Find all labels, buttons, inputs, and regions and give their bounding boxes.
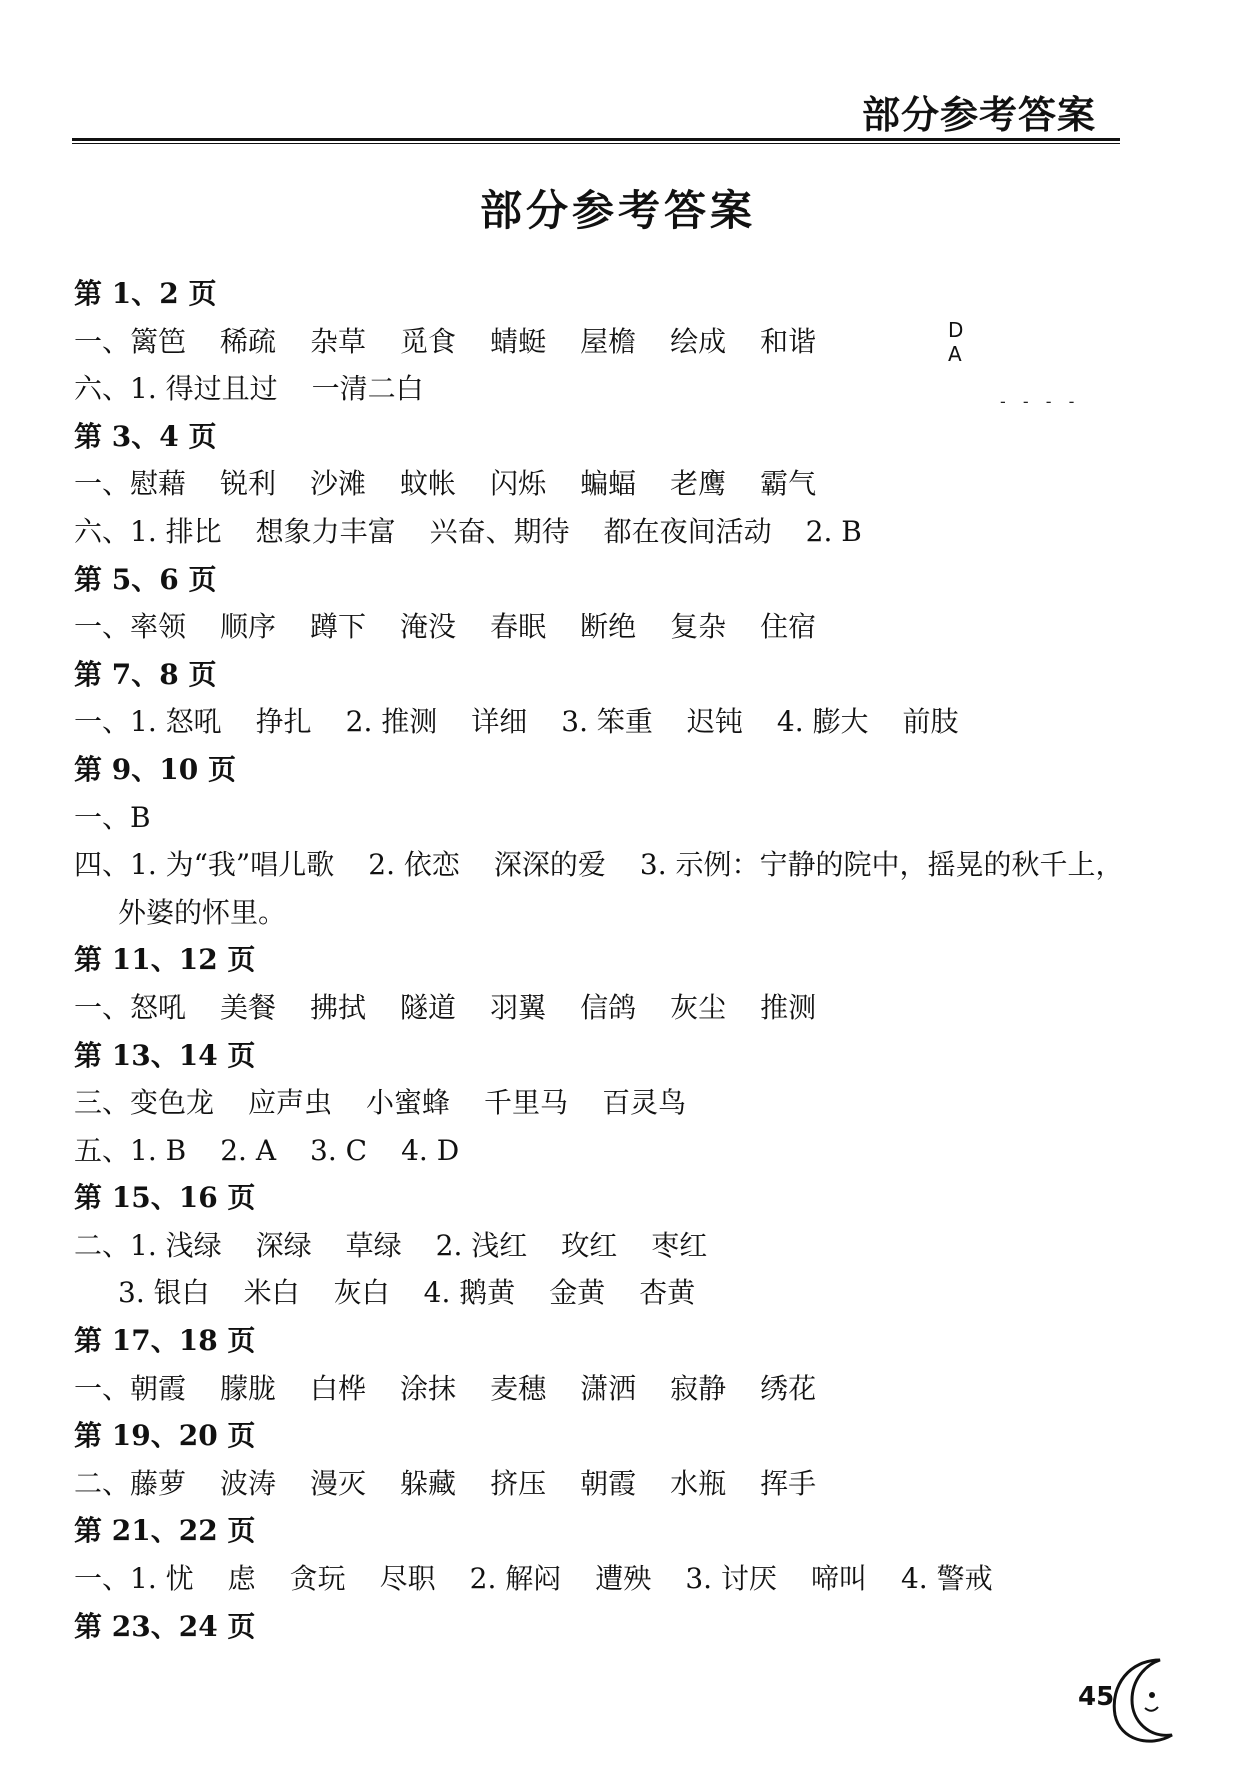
answer-item: 应声虫 (248, 1086, 333, 1120)
page-range-heading: 第 17、18 页 (74, 1324, 256, 1358)
margin-note-line-2: A (948, 342, 962, 366)
answer-item: 一清二白 (311, 372, 424, 406)
answer-item: 一、率领 (74, 610, 187, 644)
answer-item: 贪玩 (289, 1562, 346, 1596)
answer-item: 一、朝霞 (74, 1371, 187, 1405)
answer-item: 和谐 (760, 324, 817, 358)
answer-item: 草绿 (345, 1228, 402, 1262)
answer-line (74, 1365, 1154, 1413)
answer-item: 绘成 (670, 324, 727, 358)
margin-dashes: - - - - (1000, 392, 1081, 411)
answer-item: 五、1. B (74, 1133, 187, 1167)
answer-item: 霸气 (760, 467, 817, 501)
answer-item: 杏黄 (639, 1276, 696, 1310)
answer-item: 拂拭 (310, 990, 367, 1024)
page-range-heading: 第 21、22 页 (74, 1514, 256, 1548)
answer-line (74, 365, 1154, 413)
answer-item: 一、1. 忧 (74, 1562, 194, 1596)
answer-item: 枣红 (651, 1228, 708, 1262)
answer-item: 美餐 (220, 990, 277, 1024)
answer-item: 想象力丰富 (255, 514, 396, 548)
answer-item: 春眠 (490, 610, 547, 644)
answer-item: 4. 鹅黄 (423, 1276, 516, 1310)
answer-item: 波涛 (220, 1466, 277, 1500)
answer-item: 复杂 (670, 610, 727, 644)
answer-line (74, 794, 1154, 842)
answer-item: 详细 (471, 705, 528, 739)
answer-item: 一、篱笆 (74, 324, 187, 358)
answer-item: 一、怒吼 (74, 990, 187, 1024)
answer-item: 4. 膨大 (776, 705, 869, 739)
answer-item: 尽职 (379, 1562, 436, 1596)
header-rule-thin (72, 143, 1120, 144)
answer-item: 玫红 (561, 1228, 618, 1262)
answer-item: 百灵鸟 (602, 1086, 687, 1120)
answer-item: 躲藏 (400, 1466, 457, 1500)
answer-item: 二、藤萝 (74, 1466, 187, 1500)
answer-item: 金黄 (549, 1276, 606, 1310)
answer-line (74, 508, 1154, 556)
answer-item: 四、1. 为“我”唱儿歌 (74, 848, 335, 882)
answer-item: 2. 推测 (345, 705, 438, 739)
margin-note-line-1: D (948, 318, 964, 342)
answer-item: 3. 讨厌 (685, 1562, 777, 1596)
answer-line (74, 1460, 1154, 1508)
answer-item: 水瓶 (670, 1466, 727, 1500)
answer-line (74, 460, 1154, 508)
answer-item: 隧道 (400, 990, 457, 1024)
answer-item: 4. D (401, 1133, 460, 1167)
answer-item: 推测 (760, 990, 817, 1024)
header-title: 部分参考答案 (861, 93, 1096, 137)
answer-item: 灰白 (333, 1276, 390, 1310)
answer-item: 白桦 (310, 1371, 367, 1405)
header-rule (72, 138, 1120, 141)
answer-item: 蝙蝠 (580, 467, 637, 501)
answer-item: 寂静 (670, 1371, 727, 1405)
answer-item: 二、1. 浅绿 (74, 1228, 222, 1262)
answer-item: 2. 浅红 (435, 1228, 528, 1262)
page-range-heading: 第 9、10 页 (74, 752, 236, 786)
answer-item: 潇洒 (580, 1371, 637, 1405)
answer-item: 一、B (74, 800, 151, 834)
answer-line (74, 889, 1154, 937)
answer-line (74, 1222, 1154, 1270)
answer-item: 挣扎 (255, 705, 312, 739)
answer-item: 三、变色龙 (74, 1086, 215, 1120)
answer-line (74, 1079, 1154, 1127)
page-range-heading: 第 1、2 页 (74, 277, 217, 310)
answer-item: 沙滩 (310, 467, 367, 501)
page-range-heading: 第 11、12 页 (74, 943, 256, 977)
answer-item: 闪烁 (490, 467, 547, 501)
answer-item: 朝霞 (580, 1466, 637, 1500)
page-range-heading: 第 15、16 页 (74, 1181, 256, 1215)
page-range-heading: 第 5、6 页 (74, 562, 217, 596)
page-number: 45 (1078, 1682, 1115, 1712)
answer-item: 杂草 (310, 324, 367, 358)
answer-item: 2. A (220, 1133, 277, 1167)
answer-item: 深绿 (255, 1228, 312, 1262)
answer-item: 兴奋、期待 (429, 514, 570, 548)
answer-item: 一、1. 怒吼 (74, 705, 222, 739)
answer-item: 啼叫 (810, 1562, 867, 1596)
answer-item: 屋檐 (580, 324, 637, 358)
answer-item: 六、1. 排比 (74, 514, 222, 548)
answer-item: 2. 解闷 (469, 1562, 562, 1596)
answer-item: 顺序 (220, 610, 277, 644)
answer-item: 3. 笨重 (561, 705, 653, 739)
answer-item: 2. B (805, 514, 862, 548)
page-range-heading: 第 23、24 页 (74, 1609, 256, 1643)
answer-item: 锐利 (220, 467, 277, 501)
answer-item: 住宿 (760, 610, 817, 644)
answer-line (74, 318, 1154, 366)
page-range-heading: 第 19、20 页 (74, 1419, 256, 1453)
answer-item: 灰尘 (670, 990, 727, 1024)
answer-item: 断绝 (580, 610, 637, 644)
answer-item: 3. 示例：宁静的院中，摇晃的秋千上， (639, 848, 1124, 882)
answer-item: 小蜜蜂 (366, 1086, 451, 1120)
answer-item: 绣花 (760, 1371, 817, 1405)
answer-line (74, 603, 1154, 651)
answer-item: 遭殃 (595, 1562, 652, 1596)
answer-item: 觅食 (400, 324, 457, 358)
answer-line (74, 1555, 1154, 1603)
answer-item: 羽翼 (490, 990, 547, 1024)
answer-item: 迟钝 (686, 705, 743, 739)
answer-item: 虑 (227, 1562, 256, 1596)
answer-item: 都在夜间活动 (603, 514, 772, 548)
answer-item: 蹲下 (310, 610, 367, 644)
answer-line (74, 841, 1154, 889)
page-range-heading: 第 3、4 页 (74, 419, 217, 453)
answer-item: 信鸽 (580, 990, 637, 1024)
answer-item: 淹没 (400, 610, 457, 644)
answer-item: 3. 银白 (118, 1276, 210, 1310)
page-title: 部分参考答案 (479, 186, 756, 235)
answer-item: 漫灭 (310, 1466, 367, 1500)
answer-item: 蜻蜓 (490, 324, 547, 358)
answer-item: 2. 依恋 (368, 848, 460, 882)
answer-item: 外婆的怀里。 (118, 895, 287, 929)
answer-item: 千里马 (484, 1086, 569, 1120)
answer-line (74, 1269, 1154, 1317)
answer-item: 3. C (310, 1133, 368, 1167)
answer-item: 挥手 (760, 1466, 817, 1500)
page-range-heading: 第 13、14 页 (74, 1038, 256, 1072)
answer-item: 涂抹 (400, 1371, 457, 1405)
answer-item: 朦胧 (220, 1371, 277, 1405)
answer-item: 挤压 (490, 1466, 547, 1500)
answer-line (74, 698, 1154, 746)
answer-item: 老鹰 (670, 467, 727, 501)
page-range-heading: 第 7、8 页 (74, 657, 217, 691)
answer-item: 深深的爱 (493, 848, 606, 882)
answer-item: 前肢 (902, 705, 959, 739)
answer-line (74, 1127, 1154, 1175)
answer-item: 蚊帐 (400, 467, 457, 501)
answer-item: 4. 警戒 (900, 1562, 993, 1596)
answer-item: 六、1. 得过且过 (74, 372, 278, 406)
answer-line (74, 984, 1154, 1032)
answer-item: 麦穗 (490, 1371, 547, 1405)
answer-item: 稀疏 (220, 324, 277, 358)
answer-item: 一、慰藉 (74, 467, 187, 501)
answer-item: 米白 (243, 1276, 300, 1310)
answer-content (74, 270, 1154, 1650)
